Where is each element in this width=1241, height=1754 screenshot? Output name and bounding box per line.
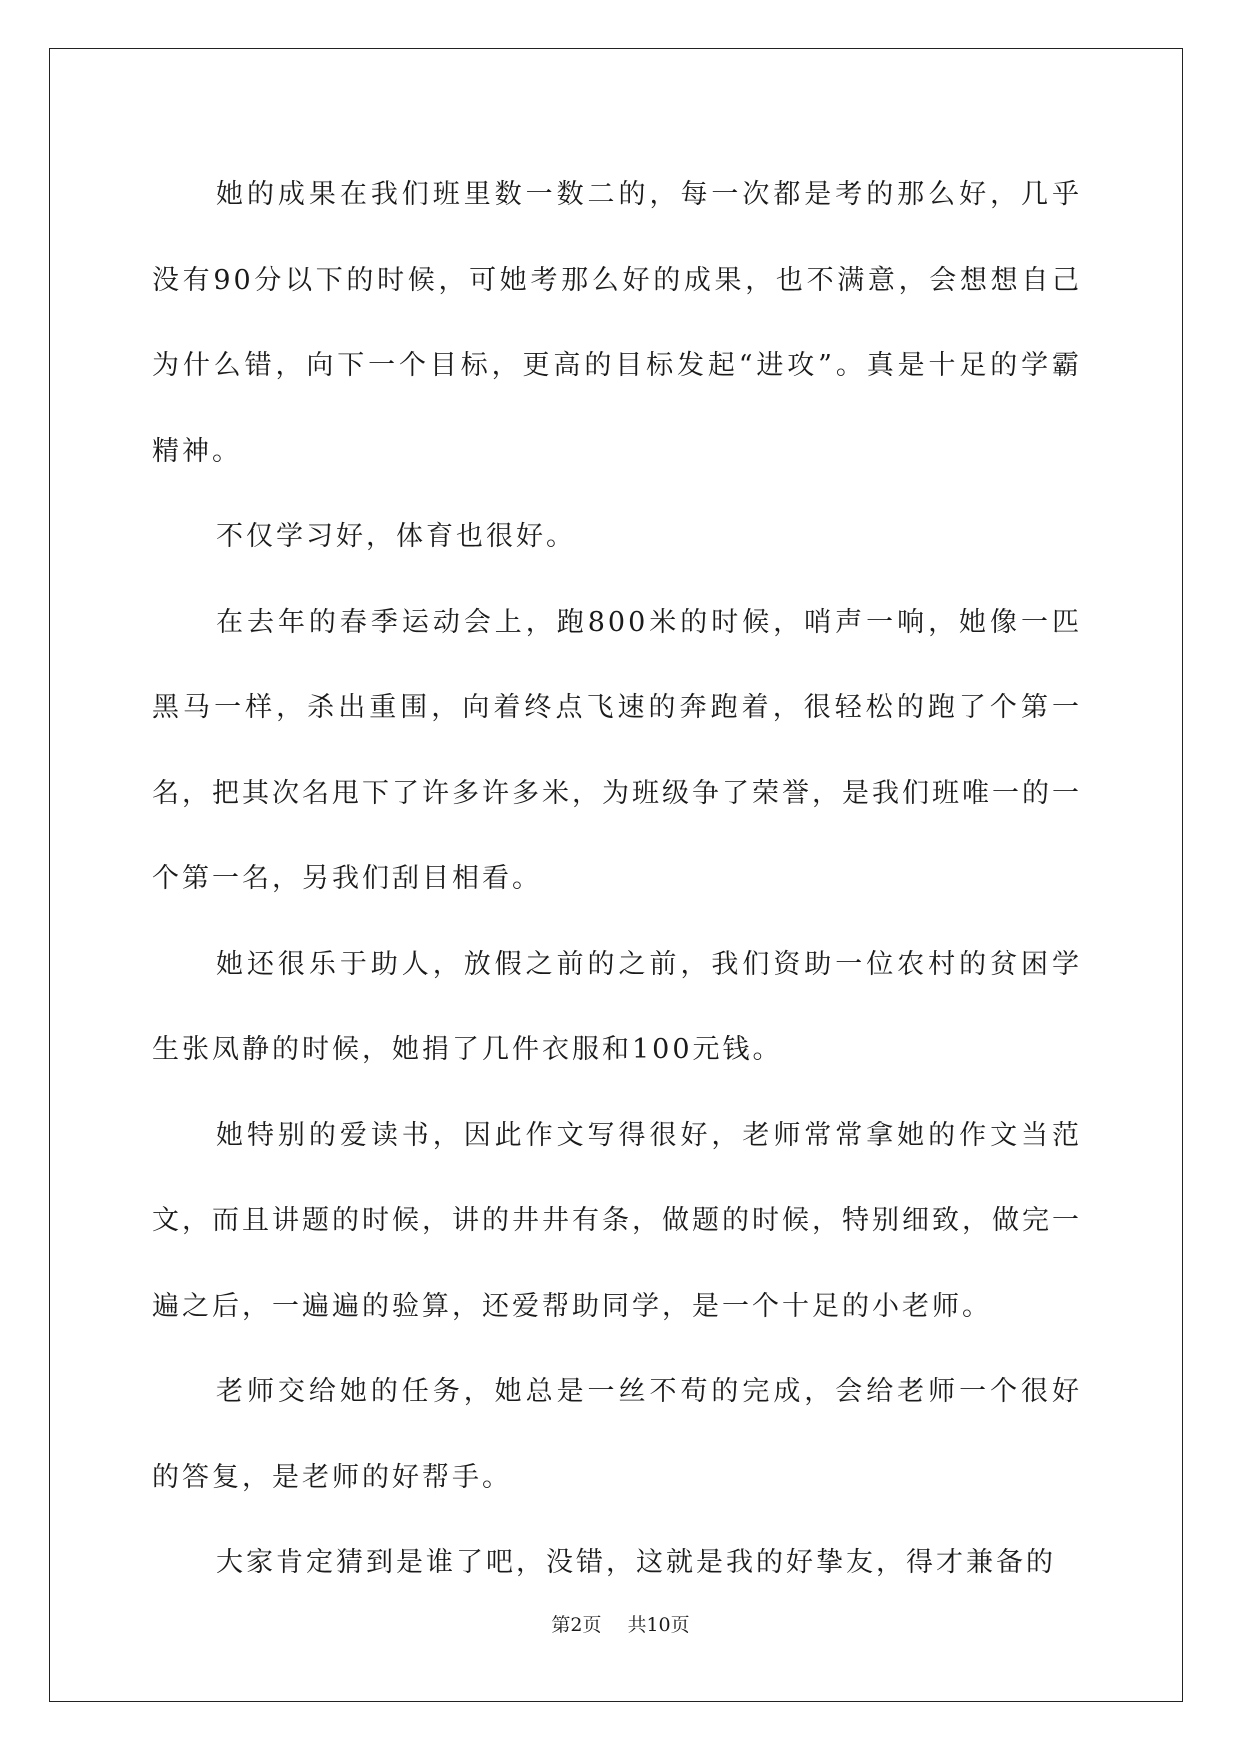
page-number: 第2页	[551, 1614, 602, 1636]
paragraph: 不仅学习好，体育也很好。	[216, 521, 576, 552]
paragraph: 她特别的爱读书，因此作文写得很好，老师常常拿她的作文当范文，而且讲题的时候，讲的井井有条，做题的时候，特别细致，做完一遍之后，一遍遍的验算，还爱帮助同学，是一个十足的小老师。	[152, 1119, 1082, 1322]
paragraph: 她的成果在我们班里数一数二的，每一次都是考的那么好，几乎没有90分以下的时候，可她考那么好的成果，也不满意，会想想自己为什么错，向下一个目标，更高的目标发起“进攻”。真是十足的学霸精神。	[152, 179, 1082, 467]
paragraph: 大家肯定猜到是谁了吧，没错，这就是我的好挚友，得才兼备的	[216, 1547, 1056, 1578]
paragraph: 老师交给她的任务，她总是一丝不苟的完成，会给老师一个很好的答复，是老师的好帮手。	[152, 1376, 1082, 1493]
page-total: 共10页	[627, 1614, 690, 1636]
page-footer	[0, 1610, 1241, 1637]
document-body	[152, 152, 1082, 1606]
paragraph: 她还很乐于助人，放假之前的之前，我们资助一位农村的贫困学生张凤静的时候，她捐了几件衣服和100元钱。	[152, 948, 1082, 1065]
paragraph: 在去年的春季运动会上，跑800米的时候，哨声一响，她像一匹黑马一样，杀出重围，向着终点飞速的奔跑着，很轻松的跑了个第一名，把其次名甩下了许多许多米，为班级争了荣誉，是我们班唯一的一个第一名，另我们刮目相看。	[152, 606, 1082, 894]
